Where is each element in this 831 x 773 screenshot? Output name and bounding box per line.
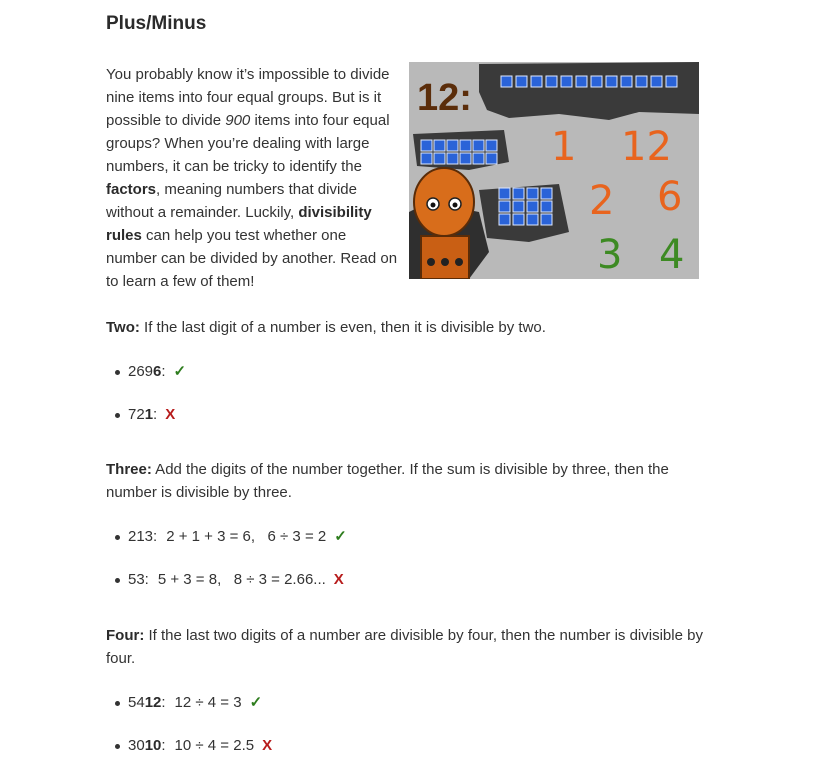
list-item: 3010: 10 ÷ 4 = 2.5 X xyxy=(106,735,272,757)
list-item: 2696: ✓ xyxy=(106,361,186,383)
blue-square xyxy=(460,140,471,151)
intro-text-2: items into four equal groups? When you’re dealing with large numbers, it can be tricky to identify the xyxy=(106,112,390,175)
blue-square xyxy=(527,214,538,225)
blue-square xyxy=(447,140,458,151)
rule-text: Add the digits of the number together. If the sum is divisible by three, then the number is divisible by three. xyxy=(106,461,669,501)
check-icon: ✓ xyxy=(334,528,347,545)
blue-square xyxy=(434,153,445,164)
blue-square xyxy=(531,76,542,87)
rule-four-examples xyxy=(106,692,272,757)
rule-two xyxy=(106,316,706,339)
rule-two-examples xyxy=(106,361,186,426)
blue-square xyxy=(486,153,497,164)
blue-square xyxy=(499,201,510,212)
rule-three-examples xyxy=(106,526,347,591)
blue-square xyxy=(421,153,432,164)
intro-paragraph xyxy=(106,63,398,293)
calculation: 2 + 1 + 3 = 6, 6 ÷ 3 = 2 xyxy=(166,528,327,545)
check-icon: ✓ xyxy=(249,694,263,711)
list-item: 213: 2 + 1 + 3 = 6, 6 ÷ 3 = 2 ✓ xyxy=(106,526,347,548)
rule-name: Two: xyxy=(106,319,140,336)
factor-label: 3 xyxy=(597,232,623,278)
blue-square xyxy=(621,76,632,87)
calculation: 10 ÷ 4 = 2.5 xyxy=(174,737,255,754)
number-12-label: 12: xyxy=(417,77,472,119)
blue-square xyxy=(516,76,527,87)
blue-square xyxy=(576,76,587,87)
blue-square xyxy=(513,188,524,199)
factor-label: 4 xyxy=(659,232,685,278)
blue-square xyxy=(473,140,484,151)
blue-square xyxy=(499,188,510,199)
blue-square xyxy=(546,76,557,87)
rule-four xyxy=(106,624,706,670)
rule-name: Three: xyxy=(106,461,152,478)
blue-square xyxy=(460,153,471,164)
rule-text: If the last digit of a number is even, then it is divisible by two. xyxy=(139,319,546,336)
rule-text: If the last two digits of a number are divisible by four, then the number is divisible by four. xyxy=(106,627,703,667)
blue-square xyxy=(421,140,432,151)
illustration-art xyxy=(409,62,699,279)
intro-text-1: You probably know it’s impossible to divide nine items into four equal groups. But is it possible to divide xyxy=(106,66,390,129)
rule-three xyxy=(106,458,706,504)
blue-square xyxy=(541,201,552,212)
robot-icon xyxy=(414,168,474,279)
term-divisibility-rules: divisibility rules xyxy=(106,204,372,244)
factor-label: 6 xyxy=(657,174,683,220)
factor-label: 12 xyxy=(621,124,672,170)
blue-square xyxy=(541,214,552,225)
blue-square xyxy=(513,201,524,212)
calculation: 12 ÷ 4 = 3 xyxy=(174,694,242,711)
blue-square xyxy=(606,76,617,87)
blue-square xyxy=(499,214,510,225)
blue-square xyxy=(527,188,538,199)
intro-text-4: can help you test whether one number can be divided by another. Read on to learn a few of them! xyxy=(106,227,398,290)
rule-name: Four: xyxy=(106,627,145,644)
list-item: 5412: 12 ÷ 4 = 3 ✓ xyxy=(106,692,272,714)
blue-square xyxy=(513,214,524,225)
check-icon: ✓ xyxy=(173,363,187,380)
blue-square xyxy=(541,188,552,199)
intro-text-3: , meaning numbers that divide without a remainder. Luckily, xyxy=(106,181,357,221)
blue-square xyxy=(447,153,458,164)
blue-square xyxy=(636,76,647,87)
factor-label: 1 xyxy=(551,124,577,170)
factor-label: 2 xyxy=(589,178,615,224)
cross-icon: X xyxy=(262,737,273,754)
blue-square xyxy=(434,140,445,151)
intro-emphasis: 900 xyxy=(225,112,251,129)
blue-square xyxy=(651,76,662,87)
blue-square xyxy=(527,201,538,212)
blue-square xyxy=(501,76,512,87)
cross-icon: X xyxy=(165,406,176,423)
blue-square xyxy=(473,153,484,164)
blue-square xyxy=(561,76,572,87)
list-item: 53: 5 + 3 = 8, 8 ÷ 3 = 2.66... X xyxy=(106,569,347,591)
factors-illustration xyxy=(409,62,699,279)
cross-icon: X xyxy=(333,571,344,588)
blue-square xyxy=(666,76,677,87)
section-title: Plus/Minus xyxy=(106,13,207,34)
blue-square xyxy=(591,76,602,87)
list-item: 721: X xyxy=(106,404,186,426)
calculation: 5 + 3 = 8, 8 ÷ 3 = 2.66... xyxy=(157,571,326,588)
term-factors: factors xyxy=(106,181,157,198)
blue-square xyxy=(486,140,497,151)
